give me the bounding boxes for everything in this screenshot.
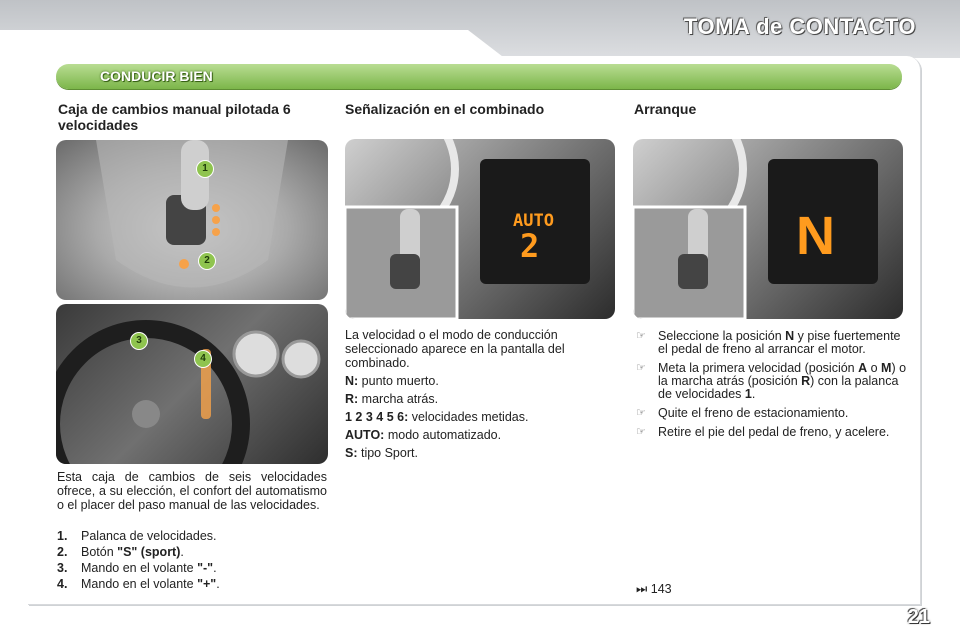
callout-badge-4: 4 [194,350,212,368]
def-item: 1 2 3 4 5 6: velocidades metidas. [345,410,529,424]
page-reference [636,582,672,597]
fast-forward-icon: ⏭ [636,582,648,596]
col3-heading: Arranque [634,101,697,117]
list-item: 4. Mando en el volante "+". [57,577,220,591]
pointer-hand-icon: ☞ [636,426,646,438]
list-item: 1. Palanca de velocidades. [57,529,217,543]
list-item: 3. Mando en el volante "-". [57,561,217,575]
list-item: ☞ Quite el freno de estacionamiento. [636,406,849,420]
page-reference-number: 143 [650,582,672,596]
instrument-cluster-photo-neutral [633,139,903,319]
list-item: ☞ Seleccione la posición N y pise fuertemente el pedal de freno al arrancar el motor. [636,329,901,356]
col2-heading: Señalización en el combinado [345,101,545,117]
def-item: S: tipo Sport. [345,446,418,460]
col1-heading: Caja de cambios manual pilotada 6 velocidades [58,101,291,133]
pointer-hand-icon: ☞ [636,330,646,342]
display-gear-number: 2 [520,227,540,265]
def-item: AUTO: modo automatizado. [345,428,502,442]
callout-badge-1: 1 [196,160,214,178]
col2-text [345,328,615,464]
def-item: N: punto muerto. [345,374,439,388]
steering-wheel-photo [56,304,328,464]
display-auto-label: AUTO [513,211,554,231]
pointer-hand-icon: ☞ [636,362,646,374]
list-item: ☞ Retire el pie del pedal de freno, y acelere. [636,425,890,439]
list-item: ☞ Meta la primera velocidad (posición A o M) o la marcha atrás (posición R) con la palanca de velocidades 1. [636,361,907,401]
list-item: 2. Botón "S" (sport). [57,545,184,559]
start-instructions [636,330,908,445]
steering-illustration [56,304,328,464]
page-number: 21 [907,606,930,628]
page-header-title: TOMA de CONTACTO [683,14,916,39]
def-item: R: marcha atrás. [345,392,439,406]
component-list [57,530,327,594]
instrument-cluster-photo-auto [345,139,615,319]
gearbox-photo [56,140,328,300]
gearbox-illustration [56,140,328,300]
pointer-hand-icon: ☞ [636,407,646,419]
col1-intro: Esta caja de cambios de seis velocidades ofrece, a su elección, el confort del automatismo o el placer del paso manual de las velocidades. [57,470,327,512]
callout-badge-2: 2 [198,252,216,270]
col2-intro: La velocidad o el modo de conducción seleccionado aparece en la pantalla del combinado. [345,328,565,370]
callout-badge-3: 3 [130,332,148,350]
section-title: CONDUCIR BIEN [100,68,213,84]
display-gear-letter: N [796,206,835,266]
